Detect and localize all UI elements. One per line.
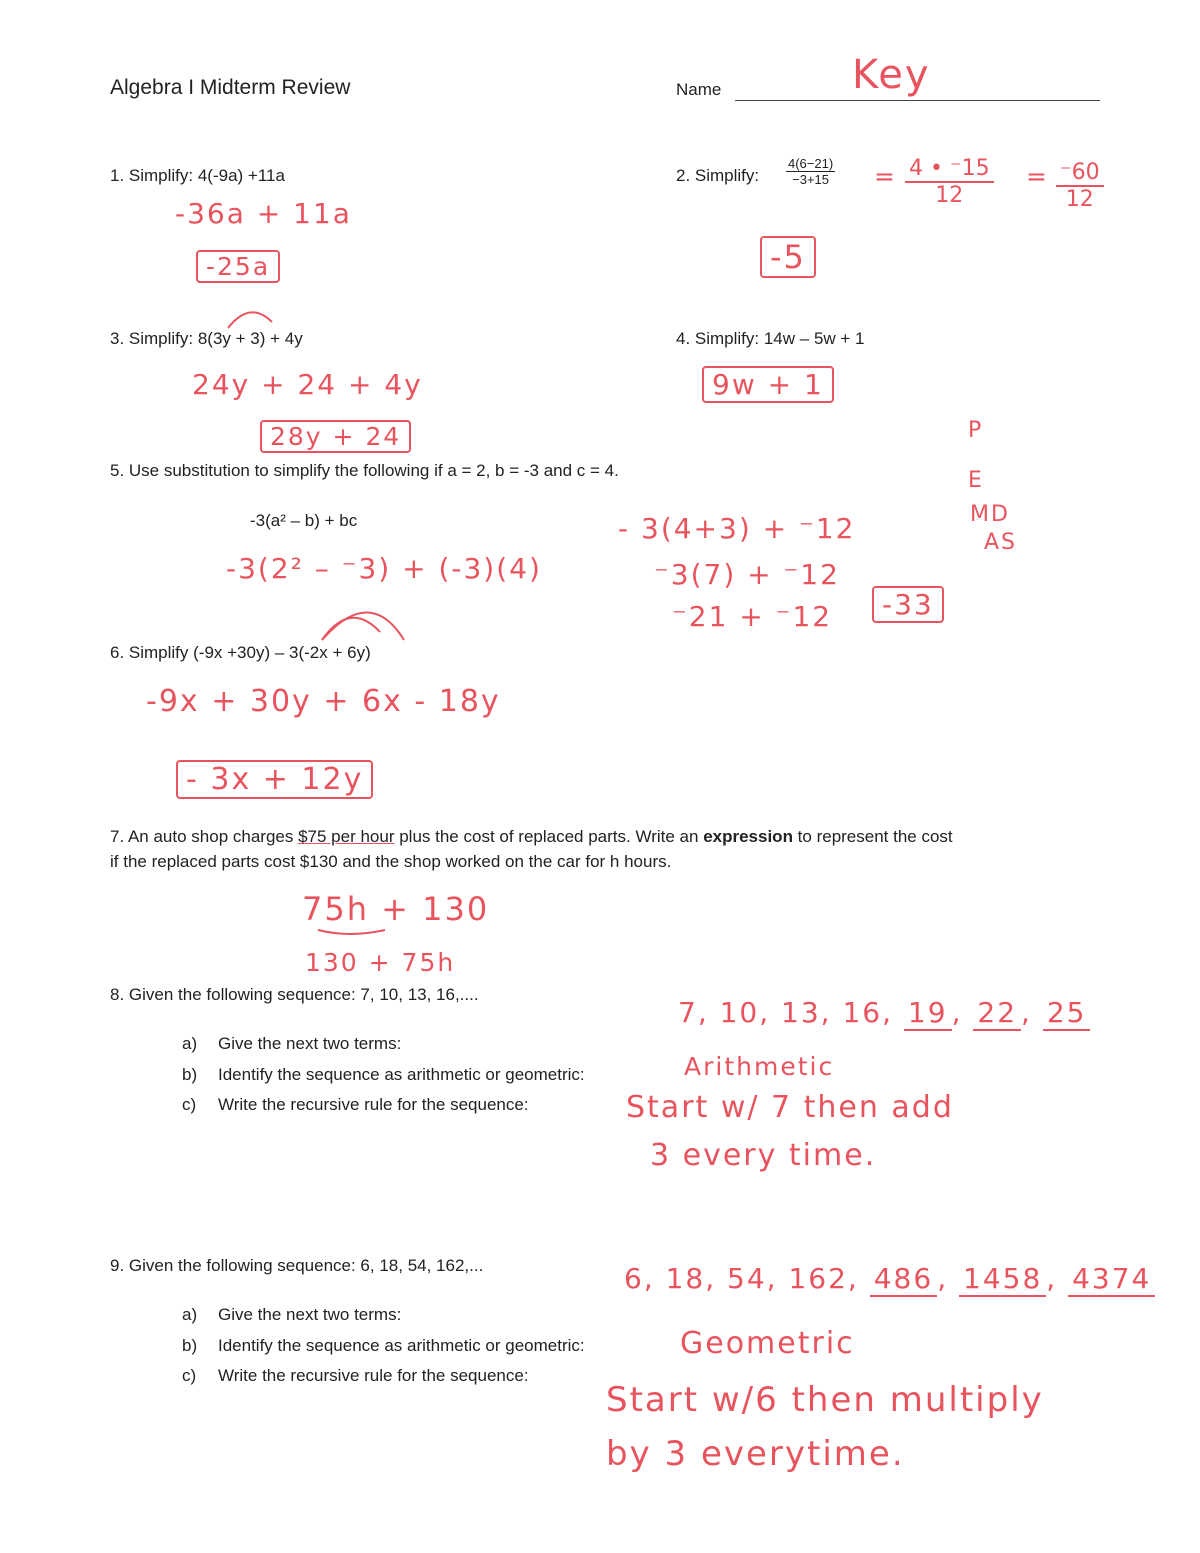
q8-rule-line-2: 3 every time. [650, 1138, 877, 1173]
q1-work: -36a + 11a [175, 197, 352, 230]
q8-sequence-work: 7, 10, 13, 16, 19 , 22 , 25 [678, 996, 1090, 1031]
q7-answer-1: 75h + 130 [302, 890, 490, 928]
q6-prompt: 6. Simplify (-9x +30y) – 3(-2x + 6y) [110, 643, 371, 662]
q5-work-right-1: - 3(4+3) + ⁻12 [618, 512, 856, 545]
q5-work-right-2: ⁻3(7) + ⁻12 [654, 558, 840, 591]
q9-sequence-work: 6, 18, 54, 162, 486 , 1458 , 4374 [624, 1262, 1155, 1297]
q5-prompt: 5. Use substitution to simplify the following if a = 2, b = -3 and c = 4. [110, 461, 619, 480]
q4-prompt: 4. Simplify: 14w – 5w + 1 [676, 329, 865, 348]
q3-answer: 28y + 24 [260, 420, 411, 453]
q6-distribute-arrow-2 [322, 613, 404, 641]
q8-type-answer: Arithmetic [684, 1052, 835, 1081]
q2-prompt: 2. Simplify: [676, 166, 760, 185]
page-title: Algebra I Midterm Review [110, 76, 351, 99]
q2-equals-1: = [874, 162, 897, 191]
q6-answer: - 3x + 12y [176, 760, 373, 799]
q9-rule-line-2: by 3 everytime. [606, 1434, 905, 1474]
q7-line-1: 7. An auto shop charges $75 per hour plus the cost of replaced parts. Write an expression to represent the cost [110, 827, 953, 846]
q1-prompt: 1. Simplify: 4(-9a) +11a [110, 166, 285, 185]
q8-rule-line-1: Start w/ 7 then add [626, 1090, 954, 1125]
pemdas-md: MD [970, 502, 1010, 527]
q5-work-left: -3(2² – ⁻3) + (-3)(4) [226, 552, 542, 585]
q2-work2-denominator: 12 [1065, 187, 1094, 212]
q6-distribute-arrow-1 [322, 618, 380, 640]
pemdas-as: AS [984, 530, 1018, 555]
q7-answer-underline [318, 930, 385, 934]
name-label: Name [676, 80, 722, 99]
q3-distribute-arrow [228, 312, 272, 328]
q3-prompt: 3. Simplify: 8(3y + 3) + 4y [110, 329, 303, 348]
q8-prompt: 8. Given the following sequence: 7, 10, 13, 16,.... [110, 985, 479, 1004]
q2-fraction-denominator: −3+15 [792, 172, 830, 187]
q5-answer: -33 [872, 586, 944, 623]
q9-rule-line-1: Start w/6 then multiply [606, 1380, 1044, 1420]
q9-prompt: 9. Given the following sequence: 6, 18, 54, 162,... [110, 1256, 484, 1275]
q9-part-b: b) Identify the sequence as arithmetic or geometric: [182, 1336, 585, 1355]
q2-fraction-numerator: 4(6−21) [788, 156, 834, 171]
q2-equals-2: = [1026, 162, 1049, 191]
q9-part-a: a) Give the next two terms: [182, 1305, 402, 1324]
q8-part-c: c) Write the recursive rule for the sequence: [182, 1095, 529, 1114]
name-value: Key [852, 52, 931, 98]
q3-work: 24y + 24 + 4y [192, 368, 423, 401]
q1-answer: -25a [196, 250, 280, 283]
q5-expression: -3(a² – b) + bc [250, 511, 358, 530]
q8-part-a: a) Give the next two terms: [182, 1034, 402, 1053]
q7-line-2: if the replaced parts cost $130 and the shop worked on the car for h hours. [110, 852, 672, 871]
pemdas-p: P [968, 418, 984, 443]
pemdas-e: E [968, 468, 984, 493]
q6-work: -9x + 30y + 6x - 18y [146, 684, 501, 719]
q4-answer: 9w + 1 [702, 366, 834, 403]
q2-work2-numerator: ⁻60 [1056, 160, 1104, 187]
q7-answer-2: 130 + 75h [305, 948, 456, 977]
q9-part-c: c) Write the recursive rule for the sequence: [182, 1366, 529, 1385]
q5-work-right-3: ⁻21 + ⁻12 [672, 600, 833, 633]
q9-type-answer: Geometric [680, 1326, 855, 1361]
q2-work1-numerator: 4 • ⁻15 [905, 156, 994, 183]
q8-part-b: b) Identify the sequence as arithmetic or geometric: [182, 1065, 585, 1084]
q2-answer: -5 [760, 236, 816, 278]
q2-work1-denominator: 12 [935, 183, 964, 208]
